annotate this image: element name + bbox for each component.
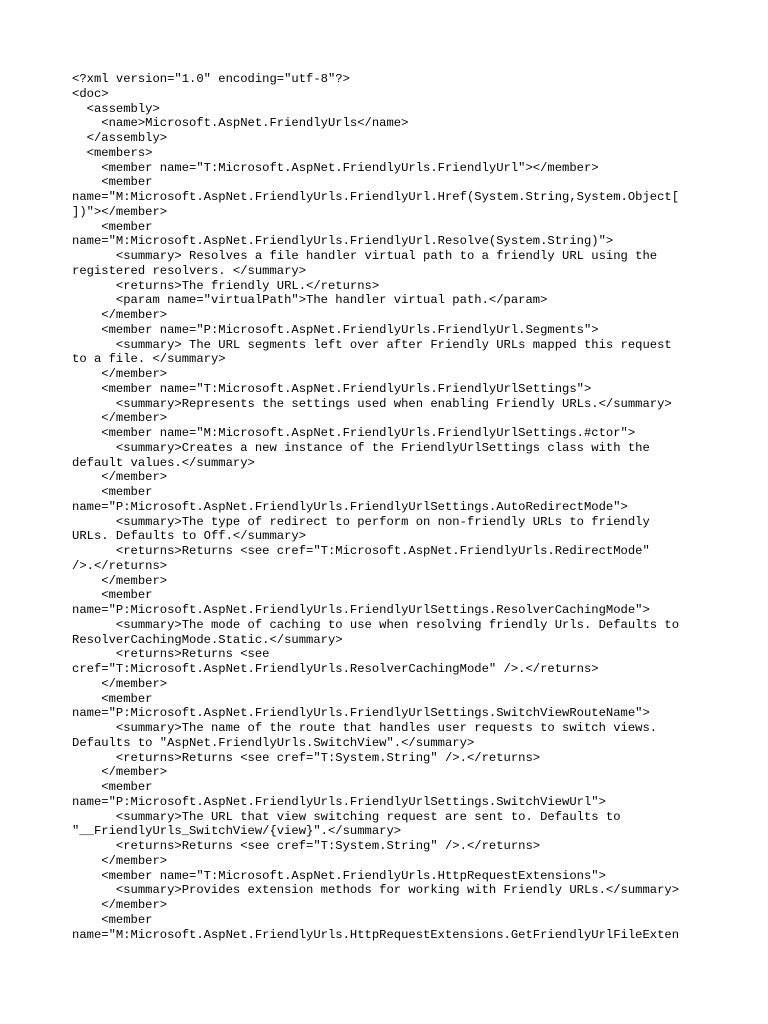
code-line: <returns>The friendly URL.</returns> (72, 278, 380, 293)
code-line: to a file. </summary> (72, 352, 226, 367)
code-line: URLs. Defaults to Off.</summary> (72, 529, 307, 544)
code-line: <member name="M:Microsoft.AspNet.FriendlyUrls.FriendlyUrlSettings.#ctor"> (72, 426, 636, 440)
code-line: Defaults to "AspNet.FriendlyUrls.SwitchView".</summary> (72, 735, 475, 750)
code-line: <?xml version="1.0" encoding="utf-8"?> (72, 72, 350, 86)
code-line: name="P:Microsoft.AspNet.FriendlyUrls.FriendlyUrlSettings.ResolverCachingMode"> (72, 603, 650, 617)
code-line: <members> (72, 145, 153, 160)
code-line: <assembly> (72, 101, 160, 116)
code-line: <returns>Returns <see cref="T:Microsoft.AspNet.FriendlyUrls.RedirectMode" (72, 544, 650, 558)
code-line: <member name="T:Microsoft.AspNet.FriendlyUrls.HttpRequestExtensions"> (72, 868, 606, 883)
code-line: <summary> The URL segments left over after Friendly URLs mapped this request (72, 337, 672, 352)
code-line: name="M:Microsoft.AspNet.FriendlyUrls.FriendlyUrl.Resolve(System.String)"> (72, 234, 614, 249)
code-line: <summary>The type of redirect to perform on non-friendly URLs to friendly (72, 514, 650, 529)
code-line: <summary>The mode of caching to use when resolving friendly Urls. Defaults to (72, 617, 680, 632)
code-line: <summary>Provides extension methods for working with Friendly URLs.</summary> (72, 883, 680, 898)
code-line: </member> (72, 470, 168, 485)
code-line: <member name="T:Microsoft.AspNet.FriendlyUrls.FriendlyUrl"></member> (72, 160, 599, 175)
code-line: <summary>Creates a new instance of the FriendlyUrlSettings class with the (72, 440, 650, 455)
code-line: </member> (72, 411, 168, 426)
code-line: <member (72, 588, 153, 603)
code-line: name="M:Microsoft.AspNet.FriendlyUrls.HttpRequestExtensions.GetFriendlyUrlFileExten (72, 927, 680, 942)
code-line: name="M:Microsoft.AspNet.FriendlyUrls.FriendlyUrl.Href(System.String,System.Object[ (72, 190, 680, 204)
code-line: "__FriendlyUrls_SwitchView/{view}".</summary> (72, 824, 402, 839)
code-line: />.</returns> (72, 558, 168, 573)
code-line: <summary>The URL that view switching request are sent to. Defaults to (72, 809, 621, 824)
code-line: <summary>Represents the settings used when enabling Friendly URLs.</summary> (72, 396, 672, 411)
code-line: cref="T:Microsoft.AspNet.FriendlyUrls.ResolverCachingMode" />.</returns> (72, 662, 599, 676)
code-line: </member> (72, 367, 168, 381)
code-line: <member (72, 691, 153, 706)
code-line: <returns>Returns <see cref="T:System.String" />.</returns> (72, 750, 541, 765)
code-line: <param name="virtualPath">The handler virtual path.</param> (72, 293, 548, 308)
code-line: </member> (72, 676, 168, 691)
code-line: <member (72, 780, 153, 794)
code-line: <member (72, 912, 153, 927)
code-line: </member> (72, 853, 168, 868)
code-line: <summary> Resolves a file handler virtual path to a friendly URL using the (72, 249, 658, 263)
code-line: <member name="T:Microsoft.AspNet.FriendlyUrls.FriendlyUrlSettings"> (72, 381, 592, 396)
code-line: ])"></member> (72, 204, 168, 219)
code-line: <summary>The name of the route that handles user requests to switch views. (72, 721, 658, 735)
code-line: name="P:Microsoft.AspNet.FriendlyUrls.FriendlyUrlSettings.SwitchViewUrl"> (72, 794, 606, 809)
code-line: <doc> (72, 86, 109, 101)
code-line: </member> (72, 573, 168, 588)
code-line: <member (72, 219, 153, 234)
code-line: <member name="P:Microsoft.AspNet.FriendlyUrls.FriendlyUrl.Segments"> (72, 322, 599, 337)
code-line: name="P:Microsoft.AspNet.FriendlyUrls.FriendlyUrlSettings.SwitchViewRouteName"> (72, 706, 650, 721)
code-line: <member (72, 175, 153, 190)
code-line: <returns>Returns <see cref="T:System.String" />.</returns> (72, 839, 541, 853)
code-line: <member (72, 485, 153, 499)
code-line: </member> (72, 765, 168, 780)
code-line: registered resolvers. </summary> (72, 263, 307, 278)
code-line: </member> (72, 308, 168, 322)
xml-code-block (72, 72, 712, 942)
code-line: default values.</summary> (72, 455, 255, 470)
code-line: <name>Microsoft.AspNet.FriendlyUrls</name> (72, 116, 409, 131)
document-page (72, 72, 712, 942)
code-line: name="P:Microsoft.AspNet.FriendlyUrls.FriendlyUrlSettings.AutoRedirectMode"> (72, 499, 628, 514)
code-line: <returns>Returns <see (72, 647, 270, 662)
code-line: </member> (72, 898, 168, 912)
code-line: </assembly> (72, 131, 168, 145)
code-line: ResolverCachingMode.Static.</summary> (72, 632, 343, 647)
